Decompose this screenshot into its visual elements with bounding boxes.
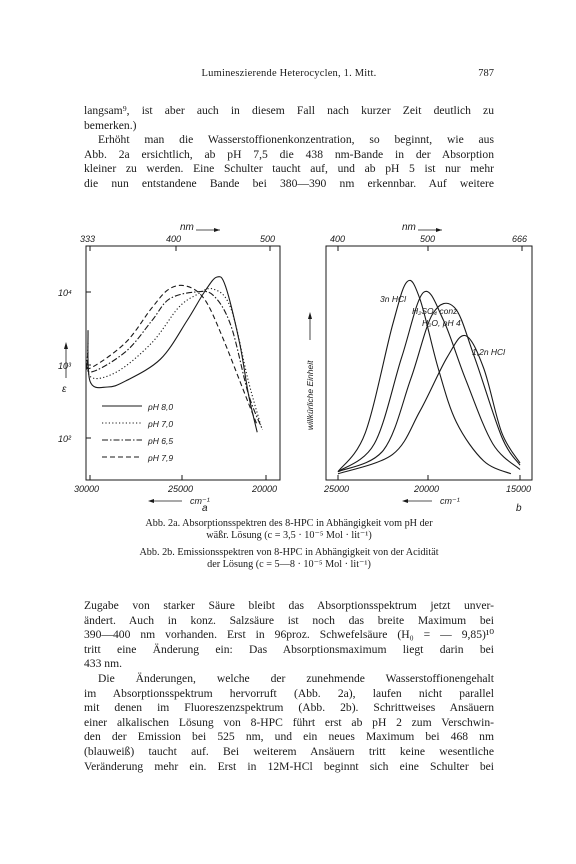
fig-b-top-tick-label: 400 xyxy=(330,234,346,244)
caption-line: wäßr. Lösung (c = 3,5 · 10⁻⁵ Mol · lit⁻¹) xyxy=(206,530,372,542)
caption-line: der Lösung (c = 5—8 · 10⁻⁵ Mol · lit⁻¹) xyxy=(207,559,371,571)
caption-2a xyxy=(84,518,494,543)
legend-label: pH 8,0 xyxy=(148,402,174,412)
text-line: Die Änderungen, welche der zunehmende Wasserstoffionengehalt xyxy=(98,671,494,685)
fig-b-bottom-arrowhead xyxy=(402,499,408,503)
fig-a-frame xyxy=(86,246,280,480)
legend-label: pH 7,9 xyxy=(148,453,174,463)
text-line: (blauweiß) taucht auf. Bei weiterem Ansäuern tritt keine wesentliche xyxy=(84,744,494,758)
fig-a-legend xyxy=(102,402,173,463)
fig-a-y-arrowhead xyxy=(64,342,68,349)
caption-line: Abb. 2b. Emissionsspektren von 8-HPC in Abhängigkeit von der Acidität xyxy=(139,547,439,558)
text-line: tritt eine Änderung ein: Das Absorptionsmaximum liegt darin bei xyxy=(84,642,494,656)
caption-2b xyxy=(84,547,494,572)
chart-series-line xyxy=(87,288,260,425)
fig-b-curve-label: H₂O, pH 4 xyxy=(422,318,461,328)
text-line: die nun entstandene Bande bei 380—390 nm erkennbar. Auf weitere xyxy=(84,176,494,190)
fig-a-top-tick-label: 500 xyxy=(260,234,276,244)
caption-line: Abb. 2a. Absorptionsspektren des 8-HPC in Abhängigkeit vom pH der xyxy=(145,518,433,529)
fig-b-bottom-unit: cm⁻¹ xyxy=(440,496,460,506)
bottom-paragraph xyxy=(84,599,494,774)
fig-b-frame xyxy=(326,246,532,480)
fig-a-bottom-unit: cm⁻¹ xyxy=(190,496,210,506)
figure-2a xyxy=(52,220,288,512)
text-line: kleiner zu werden. Eine Schulter taucht auf, und ab pH 5 ist nur mehr xyxy=(84,162,494,176)
text-line: ändert. Auch in konz. Salzsäure ist noch das breite Maximum bei xyxy=(84,613,494,627)
fig-a-top-arrowhead xyxy=(214,228,220,232)
fig-a-y-label: ε xyxy=(62,384,67,395)
chart-series-line xyxy=(87,291,263,429)
fig-b-top-arrowhead xyxy=(436,228,442,232)
fig-b-panel-label: b xyxy=(516,503,522,512)
fig-a-bottom-tick-label: 20000 xyxy=(252,484,278,494)
fig-a-curves xyxy=(87,277,263,433)
fig-a-top-tick-label: 333 xyxy=(80,234,96,244)
fig-b-top-unit: nm xyxy=(402,222,416,233)
text-line: 390—400 nm vorhanden. Erst in 96proz. Schwefelsäure (H₀ = — 9,85)¹⁰ xyxy=(84,628,494,642)
text-line: den der Emission bei 525 nm, und ein neues Maximum bei 468 nm xyxy=(84,730,494,744)
page-number: 787 xyxy=(478,68,494,79)
fig-b-curve-label: 1,2n HCl xyxy=(472,347,506,357)
text-line: Veränderung mehr ein. Erst in 12M-HCl beginnt sich eine Schulter bei xyxy=(84,759,494,773)
fig-b-bottom-tick-label: 20000 xyxy=(414,484,440,494)
fig-a-bottom-arrowhead xyxy=(148,499,154,503)
text-line: bemerken.) xyxy=(84,118,137,132)
text-line: mit denen im Fluoreszenzspektrum (Abb. 2b). Schrittweises Ansäuern xyxy=(84,701,494,715)
fig-a-bottom-tick-label: 30000 xyxy=(74,484,100,494)
text-line: langsam⁹, ist aber auch in diesem Fall nach kurzer Zeit deutlich zu xyxy=(84,104,494,117)
fig-a-y-tick-label: 10² xyxy=(58,434,72,444)
text-line: Abb. 2a ersichtlich, ab pH 7,5 die 438 nm-Bande in der Absorption xyxy=(84,147,494,161)
fig-b-curve-label: 3n HCl xyxy=(380,294,406,304)
fig-b-curve-label: H₂SO₄ conz. xyxy=(412,306,460,316)
legend-label: pH 7,0 xyxy=(148,419,174,429)
fig-a-top-unit: nm xyxy=(180,222,194,233)
text-line: 433 nm. xyxy=(84,657,123,671)
text-line: Zugabe von starker Säure bleibt das Absorptionsspektrum jetzt unver- xyxy=(84,599,494,612)
fig-a-y-tick-label: 10⁴ xyxy=(58,288,72,298)
text-line: Erhöht man die Wasserstoffionenkonzentration, so beginnt, wie aus xyxy=(98,133,494,147)
running-head-title: Lumineszierende Heterocyclen, 1. Mitt. xyxy=(201,68,377,79)
fig-b-top-tick-label: 500 xyxy=(420,234,436,244)
text-line: einer alkalischen Lösung von 8-HPC führt erst ab pH 2 zum Verschwin- xyxy=(84,715,494,729)
fig-b-y-arrowhead xyxy=(308,312,312,319)
fig-b-y-label: willkürliche Einheit xyxy=(305,360,315,430)
chart-series-line xyxy=(338,303,520,471)
figure-2b xyxy=(302,220,538,512)
fig-b-bottom-tick-label: 25000 xyxy=(324,484,350,494)
text-line: im Absorptionsspektrum hervorruft (Abb. 2a), laufen nicht parallel xyxy=(84,686,494,700)
legend-label: pH 6,5 xyxy=(148,436,174,446)
fig-b-top-tick-label: 666 xyxy=(512,234,528,244)
top-paragraph xyxy=(84,104,494,192)
fig-a-bottom-tick-label: 25000 xyxy=(168,484,194,494)
fig-a-top-tick-label: 400 xyxy=(166,234,182,244)
running-header xyxy=(84,68,494,82)
fig-a-panel-label: a xyxy=(202,503,208,512)
fig-a-y-tick-label: 10³ xyxy=(58,361,72,371)
fig-b-bottom-tick-label: 15000 xyxy=(506,484,532,494)
